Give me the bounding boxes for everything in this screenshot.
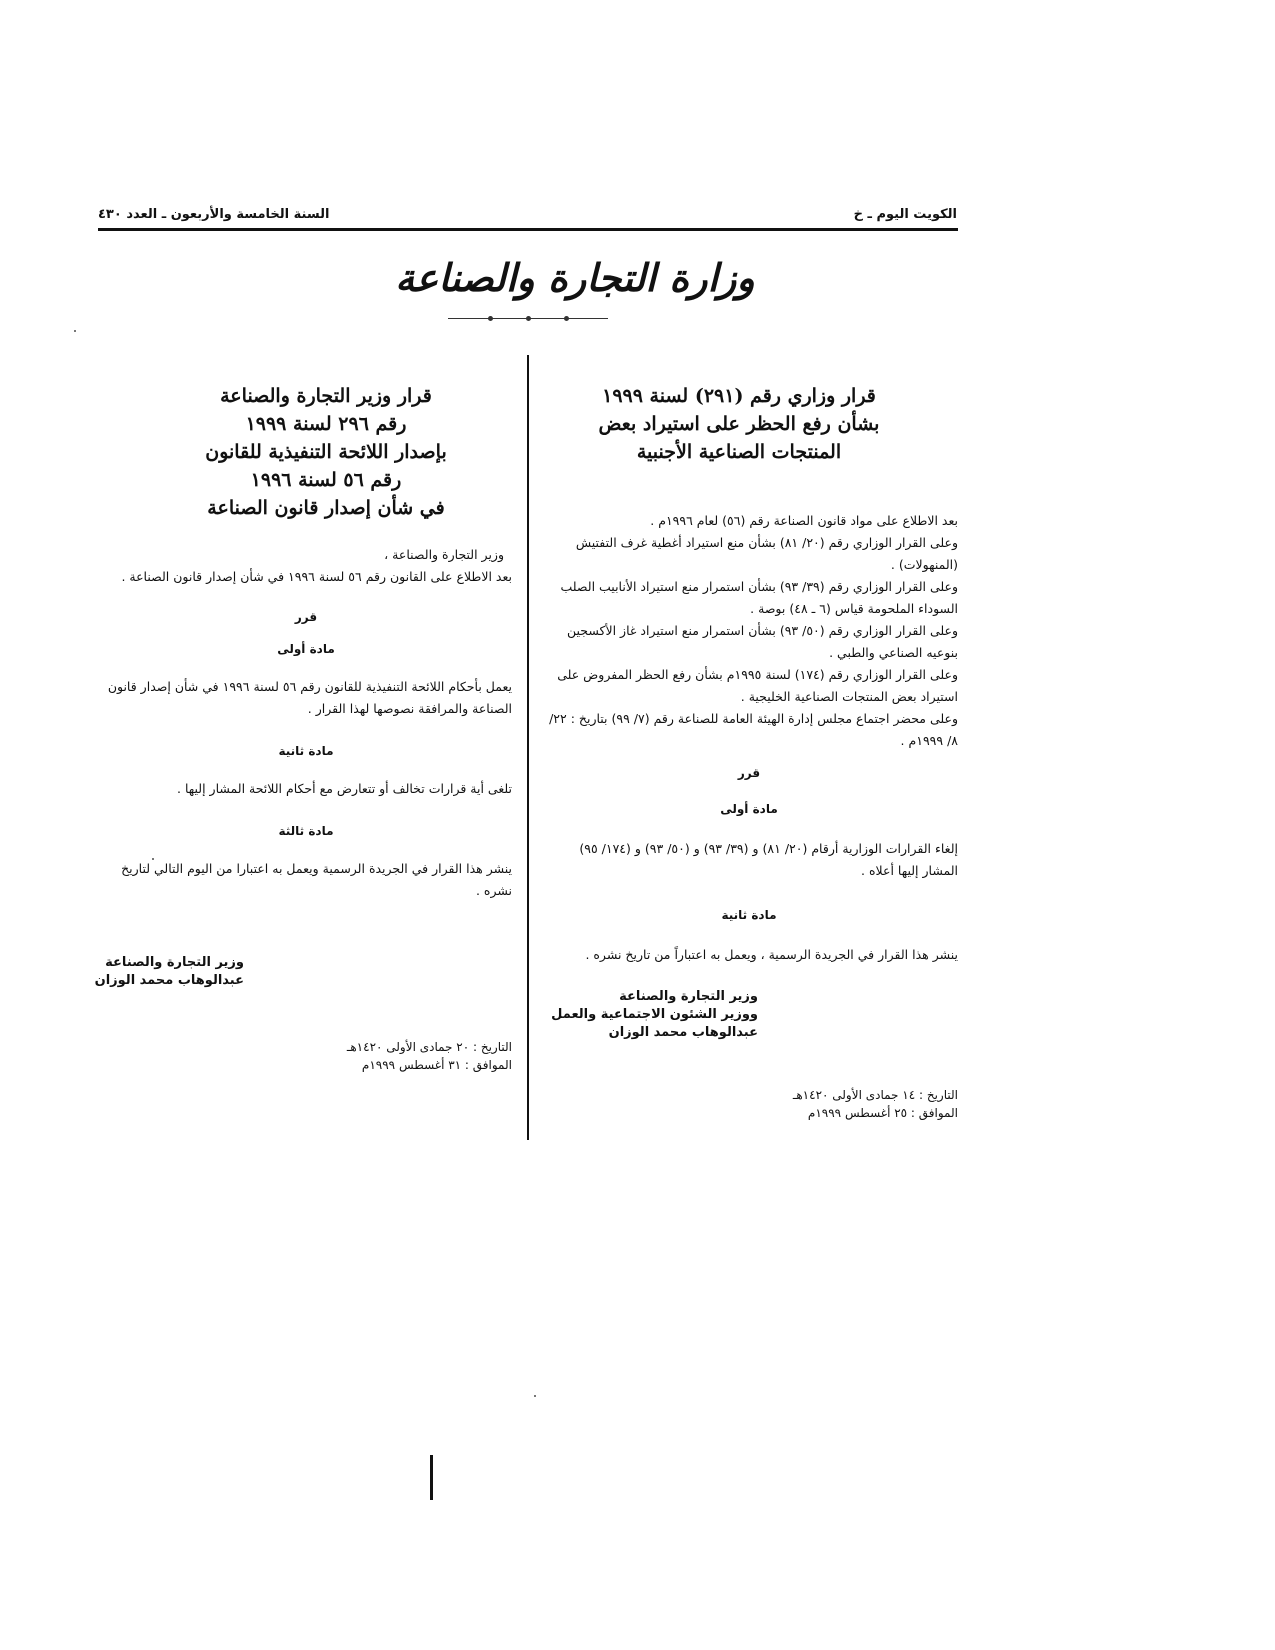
article-text: ينشر هذا القرار في الجريدة الرسمية ويعمل به اعتبارا من اليوم التالي لتاريخ نشره .: [121, 861, 512, 898]
signature-line: وزير التجارة والصناعة: [619, 989, 758, 1004]
header-rule: [98, 228, 958, 231]
preamble-clause: وعلى القرار الوزاري رقم (١٧٤) لسنة ١٩٩٥م بشأن رفع الحظر المفروض على استيراد بعض المنتجات الصناعية الخليجية .: [557, 667, 958, 704]
signature-line: عبدالوهاب محمد الوزان: [608, 1025, 758, 1040]
title-line: قرار وزاري رقم (٢٩١) لسنة ١٩٩٩: [602, 385, 876, 407]
decided-label: قرر: [737, 766, 761, 780]
signature-line: عبدالوهاب محمد الوزان: [94, 973, 244, 988]
date-gregorian: الموافق : ٢٥ أغسطس ١٩٩٩م: [807, 1106, 958, 1120]
article-text: إلغاء القرارات الوزارية أرقام (٢٠/ ٨١) و (٣٩/ ٩٣) و (٥٠/ ٩٣) و (١٧٤/ ٩٥) المشار إليها أعلاه .: [579, 841, 958, 878]
title-line: رقم ٢٩٦ لسنة ١٩٩٩: [245, 413, 407, 435]
title-line: بإصدار اللائحة التنفيذية للقانون: [205, 441, 447, 463]
ministry-title: وزارة التجارة والصناعة: [395, 255, 755, 300]
scan-mark: [430, 1455, 433, 1500]
preamble-clause: بعد الاطلاع على القانون رقم ٥٦ لسنة ١٩٩٦ في شأن إصدار قانون الصناعة .: [121, 569, 512, 584]
title-line: بشأن رفع الحظر على استيراد بعض: [598, 413, 880, 435]
article-heading: مادة أولى: [720, 802, 778, 816]
signature-block: [540, 988, 758, 1042]
signature-block: [94, 954, 244, 990]
scan-speck: [534, 1395, 536, 1397]
title-line: قرار وزير التجارة والصناعة: [220, 385, 432, 407]
ornament-divider: [448, 316, 608, 322]
header-issue: السنة الخامسة والأربعون ـ العدد ٤٣٠: [98, 207, 330, 222]
article-heading: مادة ثانية: [721, 908, 777, 922]
scan-speck: [74, 330, 76, 332]
article-text: يعمل بأحكام اللائحة التنفيذية للقانون رقم ٥٦ لسنة ١٩٩٦ في شأن إصدار قانون الصناعة والمرافقة نصوصها لهذا القرار .: [107, 679, 512, 716]
scan-speck: [152, 858, 154, 860]
title-line: رقم ٥٦ لسنة ١٩٩٦: [250, 469, 402, 491]
decision-296-column: [94, 382, 512, 1074]
article-text: ينشر هذا القرار في الجريدة الرسمية ، ويعمل به اعتباراً من تاريخ نشره .: [585, 947, 958, 962]
date-gregorian: الموافق : ٣١ أغسطس ١٩٩٩م: [361, 1058, 512, 1072]
header-publication: الكويت اليوم ـ خ: [853, 207, 957, 222]
decided-label: قرر: [294, 610, 318, 624]
preamble-clause: وعلى القرار الوزاري رقم (٢٠/ ٨١) بشأن منع استيراد أغطية غرف التفتيش (المنهولات) .: [575, 535, 958, 572]
column-divider: [527, 355, 529, 1140]
article-heading: مادة ثالثة: [278, 824, 334, 838]
title-line: في شأن إصدار قانون الصناعة: [207, 497, 445, 519]
decision-291-column: [540, 382, 958, 1122]
decision-296-title: [100, 382, 512, 522]
preamble-clause: وعلى القرار الوزاري رقم (٣٩/ ٩٣) بشأن استمرار منع استيراد الأنابيب الصلب السوداء الملحومة قياس (٦ ـ ٤٨) بوصة .: [560, 579, 958, 616]
preamble-clause: بعد الاطلاع على مواد قانون الصناعة رقم (٥٦) لعام ١٩٩٦م .: [650, 513, 958, 528]
decision-291-title: [540, 382, 958, 466]
article-heading: مادة أولى: [277, 642, 335, 656]
preamble-clause: وعلى القرار الوزاري رقم (٥٠/ ٩٣) بشأن استمرار منع استيراد غاز الأكسجين بنوعيه الصناعي والطبي .: [567, 623, 958, 660]
title-line: المنتجات الصناعية الأجنبية: [636, 441, 842, 463]
signature-line: وزير التجارة والصناعة: [105, 955, 244, 970]
signature-line: ووزير الشئون الاجتماعية والعمل: [551, 1007, 758, 1022]
preamble-clause: وعلى محضر اجتماع مجلس إدارة الهيئة العامة للصناعة رقم (٧/ ٩٩) بتاريخ : ٢٢/ ٨/ ١٩٩٩م .: [549, 711, 958, 748]
article-text: تلغى أية قرارات تخالف أو تتعارض مع أحكام اللائحة المشار إليها .: [177, 781, 512, 796]
preamble-minister: وزير التجارة والصناعة ،: [384, 547, 504, 562]
article-heading: مادة ثانية: [278, 744, 334, 758]
date-hijri: التاريخ : ٢٠ جمادى الأولى ١٤٢٠هـ: [346, 1040, 512, 1054]
date-hijri: التاريخ : ١٤ جمادى الأولى ١٤٢٠هـ: [792, 1088, 958, 1102]
